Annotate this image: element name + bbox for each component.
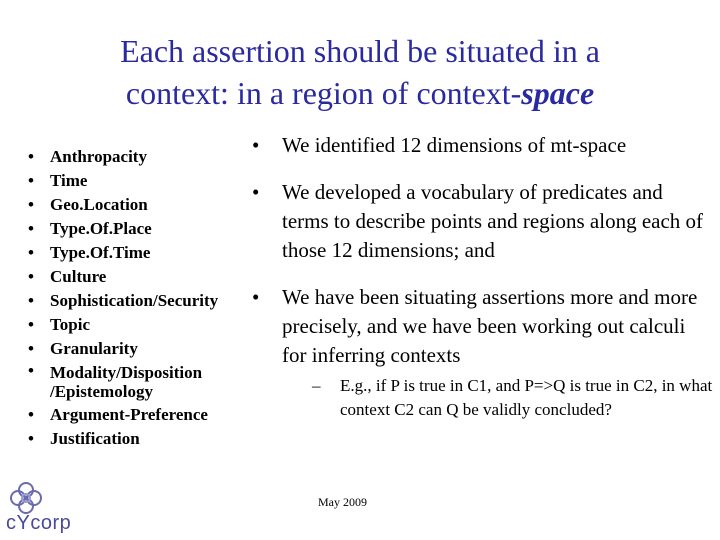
dimension-item: • Type.Of.Time: [28, 241, 218, 265]
title-line-2: [60, 72, 660, 114]
dimension-item: • Time: [28, 169, 218, 193]
dimension-item: • Argument-Preference: [28, 403, 218, 427]
dimension-item: • Sophistication/Security: [28, 289, 218, 313]
cycorp-logo: [4, 478, 94, 538]
dash-bullet: –: [312, 376, 321, 395]
title-emphasis: space: [521, 75, 595, 111]
logo-text: cYcorp: [6, 512, 72, 534]
dimension-item: [28, 361, 218, 403]
dimension-item: • Anthropacity: [28, 145, 218, 169]
dimension-item: • Geo.Location: [28, 193, 218, 217]
dimension-item: • Topic: [28, 313, 218, 337]
dimension-item: • Culture: [28, 265, 218, 289]
claim-item: • We developed a vocabulary of predicates and terms to describe points and regions along each of those 12 dimensions; and: [252, 178, 712, 265]
sub-point-text: E.g., if P is true in C1, and P=>Q is true in C2, in what context C2 can Q be validly concluded?: [340, 376, 713, 419]
claim-item: • We identified 12 dimensions of mt-space: [252, 131, 712, 160]
cycorp-knot-icon: [8, 480, 44, 516]
dimension-item-line2: /Epistemology: [50, 382, 153, 401]
dimension-list: [28, 145, 218, 451]
sub-point: [312, 374, 720, 422]
slide-title: [60, 30, 660, 114]
dimension-item: • Granularity: [28, 337, 218, 361]
claims-list: [252, 131, 712, 388]
footer-date: May 2009: [318, 495, 367, 509]
dimension-item: • Type.Of.Place: [28, 217, 218, 241]
dimension-item: • Justification: [28, 427, 218, 451]
title-line-2-plain: context: in a region of context-: [125, 75, 522, 111]
dimension-item-line1: Modality/Disposition: [50, 363, 203, 382]
claim-item: • We have been situating assertions more and more precisely, and we have been working out calculi for inferring contexts: [252, 283, 712, 370]
title-line-1: Each assertion should be situated in a: [120, 33, 600, 69]
